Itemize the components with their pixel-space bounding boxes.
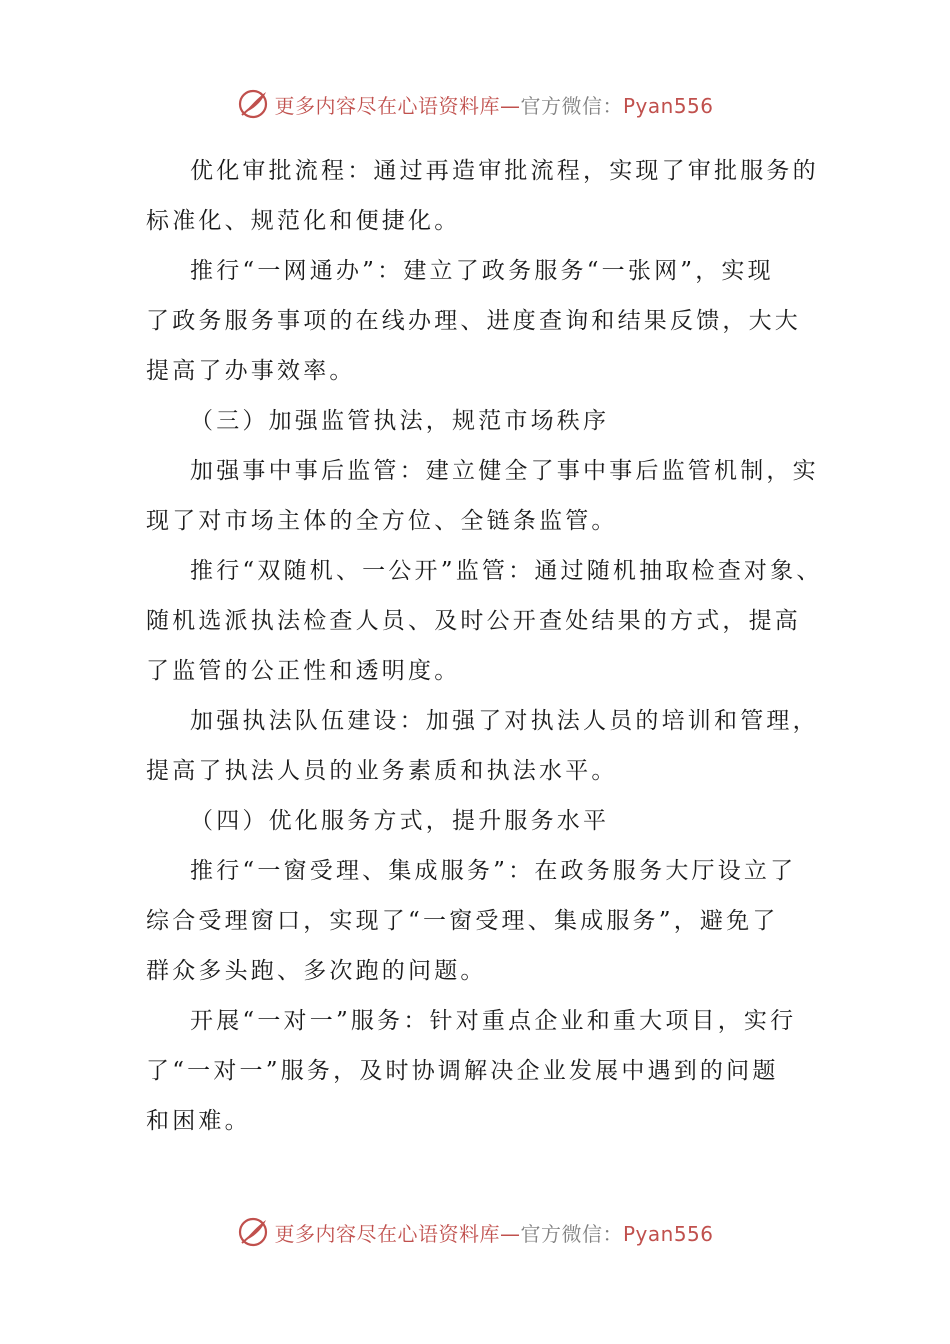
banner-wechat-label: 官方微信： xyxy=(520,93,623,118)
paragraph-line: 了政务服务事项的在线办理、进度查询和结果反馈，大大 xyxy=(146,308,801,334)
paragraph-5 xyxy=(146,546,823,696)
paragraph-line: 和困难。 xyxy=(146,1108,251,1134)
document-body xyxy=(146,146,823,1146)
banner-dash: — xyxy=(499,93,521,118)
paragraph-2 xyxy=(146,246,816,396)
header-banner xyxy=(0,84,950,124)
paragraph-line: 推行“一网通办”：建立了政务服务“一张网”，实现 xyxy=(190,258,774,284)
paragraph-line: 加强执法队伍建设：加强了对执法人员的培训和管理， xyxy=(190,708,819,734)
paragraph-line: 现了对市场主体的全方位、全链条监管。 xyxy=(146,508,618,534)
quill-logo-icon xyxy=(236,1215,270,1249)
paragraph-line: 推行“双随机、一公开”监管：通过随机抽取检查对象、 xyxy=(190,558,823,584)
section-heading-3 xyxy=(146,396,816,446)
paragraph-6 xyxy=(146,696,819,796)
paragraph-line: 提高了办事效率。 xyxy=(146,358,356,384)
banner-wechat-label: 官方微信： xyxy=(520,1221,623,1246)
paragraph-1 xyxy=(146,146,819,246)
paragraph-line: 了监管的公正性和透明度。 xyxy=(146,658,461,684)
banner-text xyxy=(274,1218,713,1247)
footer-banner xyxy=(0,1212,950,1252)
banner-site-text: 更多内容尽在心语资料库 xyxy=(274,93,500,118)
paragraph-4 xyxy=(146,446,819,546)
section-heading: （三）加强监管执法，规范市场秩序 xyxy=(190,408,610,434)
paragraph-line: 标准化、规范化和便捷化。 xyxy=(146,208,461,234)
banner-wechat-id: Pyan556 xyxy=(622,1221,714,1246)
banner-dash: — xyxy=(499,1221,521,1246)
paragraph-line: 推行“一窗受理、集成服务”：在政务服务大厅设立了 xyxy=(190,858,797,884)
paragraph-8 xyxy=(146,846,816,996)
paragraph-line: 优化审批流程：通过再造审批流程，实现了审批服务的 xyxy=(190,158,819,184)
paragraph-line: 提高了执法人员的业务素质和执法水平。 xyxy=(146,758,618,784)
banner-wechat-id: Pyan556 xyxy=(622,93,714,118)
quill-logo-icon xyxy=(236,87,270,121)
paragraph-line: 群众多头跑、多次跑的问题。 xyxy=(146,958,487,984)
paragraph-line: 了“一对一”服务，及时协调解决企业发展中遇到的问题 xyxy=(146,1058,779,1084)
paragraph-line: 加强事中事后监管：建立健全了事中事后监管机制，实 xyxy=(190,458,819,484)
paragraph-line: 随机选派执法检查人员、及时公开查处结果的方式，提高 xyxy=(146,608,801,634)
banner-site-text: 更多内容尽在心语资料库 xyxy=(274,1221,500,1246)
paragraph-line: 综合受理窗口，实现了“一窗受理、集成服务”，避免了 xyxy=(146,908,779,934)
section-heading: （四）优化服务方式，提升服务水平 xyxy=(190,808,610,834)
paragraph-line: 开展“一对一”服务：针对重点企业和重大项目，实行 xyxy=(190,1008,797,1034)
section-heading-4 xyxy=(146,796,816,846)
banner-text xyxy=(274,90,713,119)
paragraph-9 xyxy=(146,996,816,1146)
